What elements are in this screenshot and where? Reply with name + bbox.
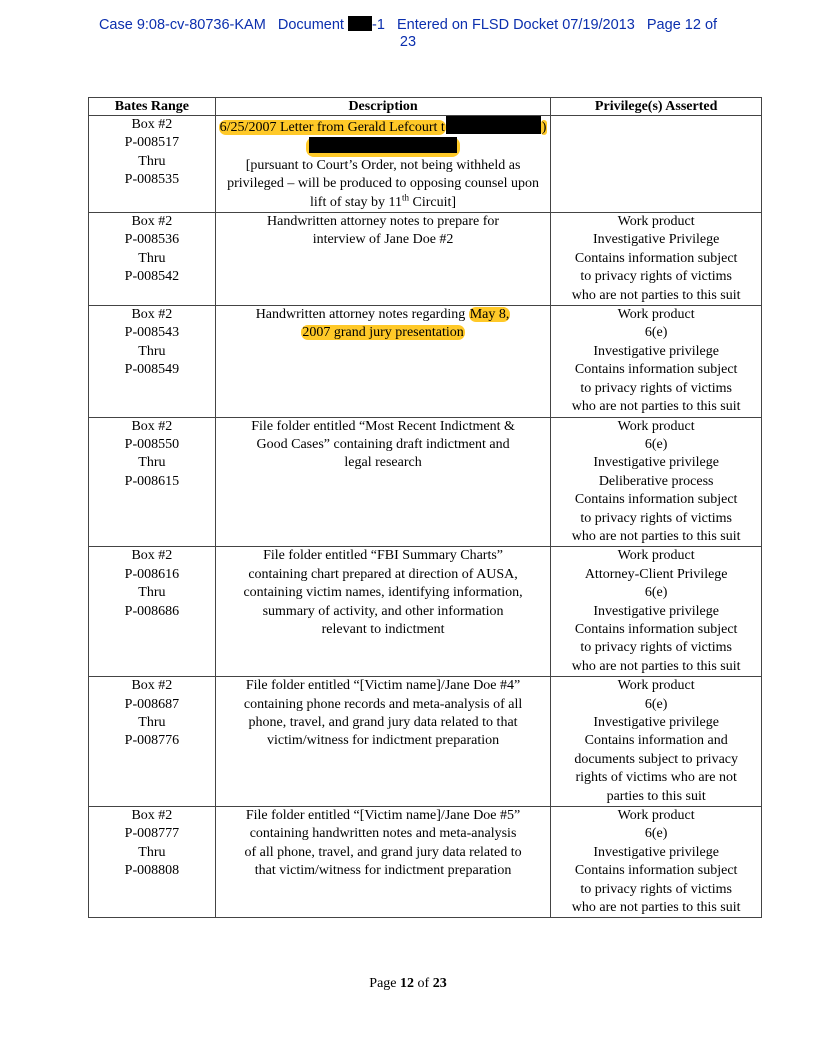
description-text: Handwritten attorney notes regarding [255, 307, 466, 323]
description-cell [215, 807, 551, 918]
privilege-line: parties to this suit [606, 788, 706, 804]
bates-line: Box #2 [131, 307, 173, 323]
description-line: phone, travel, and grand jury data related to that [248, 715, 518, 730]
privilege-line: Work product [617, 307, 695, 323]
description-line: containing handwritten notes and meta-analysis [249, 826, 517, 842]
privilege-line: to privacy rights of victims [580, 380, 732, 396]
bates-line: Thru [138, 455, 166, 471]
document-label: Document [277, 17, 344, 33]
column-header-privileges: Privilege(s) Asserted [551, 98, 762, 116]
table-row [89, 116, 762, 213]
description-cell [215, 677, 551, 807]
privilege-line: Work product [617, 808, 695, 824]
privilege-line: to privacy rights of victims [580, 640, 732, 656]
highlighted-text: 6/25/2007 Letter from Gerald Lefcourt t [219, 120, 445, 135]
privilege-line: Contains information subject [574, 250, 738, 266]
highlight-end: ) [541, 120, 547, 135]
entered-on-docket: Entered on FLSD Docket 07/19/2013 [397, 17, 635, 33]
bates-line: Thru [138, 585, 166, 601]
privilege-line: Investigative privilege [593, 844, 719, 860]
privilege-cell [551, 677, 762, 807]
case-number: Case 9:08-cv-80736-KAM [98, 17, 266, 33]
court-order-note [218, 157, 549, 212]
privilege-cell [551, 306, 762, 417]
description-line: containing chart prepared at direction of AUSA, [248, 566, 518, 582]
description-line: File folder entitled “FBI Summary Charts” [263, 548, 503, 564]
court-order-note-end: Circuit] [409, 194, 457, 210]
bates-line: Thru [138, 715, 166, 730]
privilege-cell [551, 807, 762, 918]
highlighted-letter-line [218, 116, 549, 137]
bates-line: P-008535 [124, 172, 180, 188]
privilege-line: 6(e) [644, 696, 668, 712]
privilege-line: to privacy rights of victims [580, 269, 732, 285]
privilege-line: Contains information subject [574, 362, 738, 378]
page-of: Page 12 of [646, 17, 718, 33]
table-row [89, 417, 762, 547]
bates-line: P-008549 [124, 362, 180, 378]
privilege-line: Investigative privilege [593, 715, 719, 730]
table-row [89, 677, 762, 807]
privilege-line: Contains information subject [574, 492, 738, 508]
column-header-bates-range: Bates Range [89, 98, 216, 116]
privilege-line: Investigative privilege [593, 455, 719, 471]
table-header-row [89, 98, 762, 116]
description-line: that victim/witness for indictment preparation [254, 863, 512, 879]
privilege-cell [551, 213, 762, 306]
footer-of: of [417, 976, 430, 991]
bates-range-cell [89, 807, 216, 918]
footer-prefix: Page [369, 976, 397, 991]
description-line: interview of Jane Doe #2 [312, 232, 454, 248]
column-header-description: Description [215, 98, 551, 116]
bates-line: Box #2 [131, 117, 173, 132]
privilege-line: Attorney-Client Privilege [584, 566, 728, 582]
bates-range-cell [89, 547, 216, 677]
bates-line: P-008615 [124, 473, 180, 489]
privilege-line: who are not parties to this suit [571, 658, 741, 674]
description-line: summary of activity, and other information [262, 603, 504, 619]
privilege-line: 6(e) [644, 325, 668, 341]
bates-line: Thru [138, 250, 166, 266]
description-cell [215, 417, 551, 547]
bates-line: P-008777 [124, 826, 180, 842]
ordinal-suffix: th [402, 191, 410, 202]
description-line: victim/witness for indictment preparation [267, 733, 500, 749]
privilege-line: Investigative Privilege [592, 232, 720, 248]
table-row [89, 213, 762, 306]
description-line: relevant to indictment [321, 621, 445, 637]
bates-line: Thru [138, 153, 166, 169]
description-line: Good Cases” containing draft indictment and [256, 436, 510, 452]
redaction-box [446, 116, 541, 134]
privilege-line: who are not parties to this suit [571, 399, 741, 415]
highlighted-text: 2007 grand jury presentation [302, 325, 464, 341]
description-line: File folder entitled “[Victim name]/Jane Doe #5” [245, 808, 521, 824]
privilege-line: Investigative privilege [593, 343, 719, 359]
privilege-line: Work product [617, 548, 695, 564]
privilege-line: Work product [617, 678, 695, 694]
description-cell [215, 306, 551, 417]
description-line: legal research [344, 455, 422, 471]
bates-line: Box #2 [131, 548, 173, 564]
description-line: File folder entitled “Most Recent Indictment & [251, 418, 515, 434]
description-line: of all phone, travel, and grand jury data related to [244, 844, 522, 860]
footer-current-page: 12 [400, 976, 415, 991]
privilege-line: Deliberative process [598, 473, 714, 489]
bates-line: Box #2 [131, 678, 173, 694]
table-row [89, 547, 762, 677]
page-footer [0, 976, 816, 992]
description-line [218, 324, 549, 342]
redaction-box [309, 137, 457, 153]
document-suffix: -1 [372, 17, 385, 33]
bates-line: P-008543 [124, 325, 180, 341]
bates-line: P-008808 [124, 863, 180, 879]
bates-line: P-008517 [124, 135, 180, 151]
description-cell [215, 116, 551, 213]
bates-line: P-008616 [124, 566, 180, 582]
privilege-cell [551, 547, 762, 677]
court-order-note-text: [pursuant to Court’s Order, not being withheld as privileged – will be produced to opposing counsel upon lift of stay by 11 [227, 157, 539, 210]
bates-line: P-008687 [124, 696, 180, 712]
table-row [89, 807, 762, 918]
privilege-line: Work product [617, 214, 695, 230]
privilege-line: rights of victims who are not [575, 770, 737, 786]
privilege-line: 6(e) [644, 826, 668, 842]
bates-line: Box #2 [131, 214, 173, 230]
privilege-line: Contains information and [584, 733, 728, 749]
privilege-line: to privacy rights of victims [580, 881, 732, 897]
bates-line: Box #2 [131, 808, 173, 824]
description-cell [215, 547, 551, 677]
privilege-line: documents subject to privacy [574, 751, 738, 767]
description-line: containing phone records and meta-analysis of all [243, 696, 523, 712]
privilege-cell [551, 417, 762, 547]
docket-header [0, 16, 816, 51]
privilege-line: Investigative privilege [593, 603, 719, 619]
bates-line: P-008550 [124, 436, 180, 452]
description-line: Handwritten attorney notes to prepare for [267, 214, 500, 230]
bates-line: P-008776 [124, 733, 180, 749]
privilege-line: Work product [617, 418, 695, 434]
privilege-line: Contains information subject [574, 863, 738, 879]
footer-total-pages: 23 [432, 976, 447, 991]
bates-range-cell [89, 213, 216, 306]
bates-line: P-008542 [124, 269, 180, 285]
privilege-line: who are not parties to this suit [571, 528, 741, 544]
bates-range-cell [89, 116, 216, 213]
bates-range-cell [89, 306, 216, 417]
privilege-line: who are not parties to this suit [571, 287, 741, 303]
docket-header-line-1 [0, 16, 816, 34]
privilege-line: 6(e) [644, 585, 668, 601]
bates-line: Thru [138, 343, 166, 359]
privilege-log-table [88, 97, 762, 918]
page-total: 23 [399, 34, 417, 50]
privilege-line: Contains information subject [574, 621, 738, 637]
bates-range-cell [89, 417, 216, 547]
bates-line: P-008686 [124, 603, 180, 619]
privilege-line: who are not parties to this suit [571, 900, 741, 916]
highlighted-text: May 8, [469, 307, 510, 323]
privilege-line: to privacy rights of victims [580, 510, 732, 526]
bates-range-cell [89, 677, 216, 807]
bates-line: Thru [138, 844, 166, 860]
description-line [218, 306, 549, 324]
table-row [89, 306, 762, 417]
privilege-cell [551, 116, 762, 213]
description-line: File folder entitled “[Victim name]/Jane Doe #4” [245, 678, 521, 694]
description-line: containing victim names, identifying information, [243, 585, 523, 601]
bates-line: P-008536 [124, 232, 180, 248]
bates-line: Box #2 [131, 418, 173, 434]
description-cell [215, 213, 551, 306]
highlight-wrap [306, 137, 460, 156]
privilege-line: 6(e) [644, 436, 668, 452]
redacted-line [218, 137, 549, 156]
redaction-box [348, 16, 372, 31]
